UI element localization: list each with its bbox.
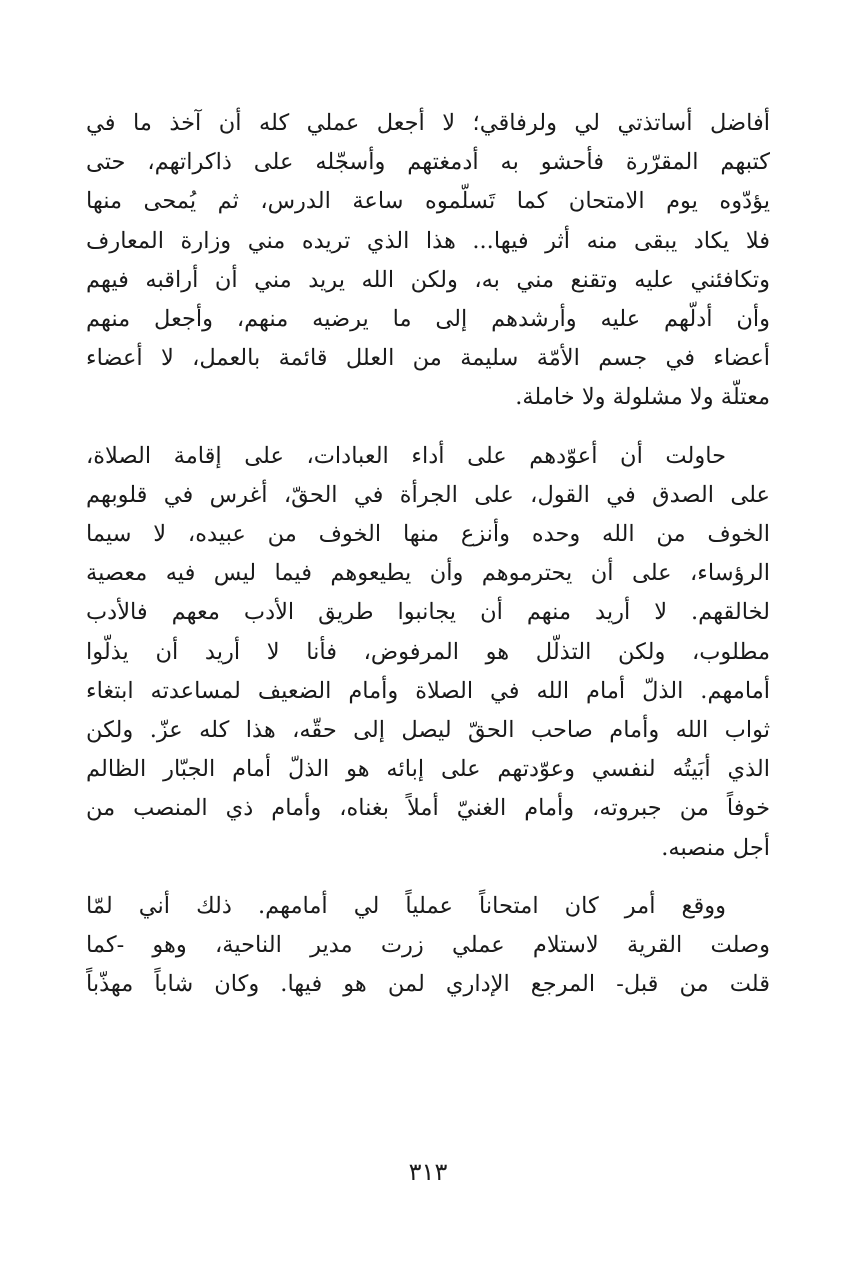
- text-line: يؤدّوه يوم الامتحان كما تَسلّموه ساعة الدرس، ثم يُمحى منها: [86, 188, 770, 215]
- text-line: لخالقهم. لا أريد منهم أن يجانبوا طريق الأدب معهم فالأدب: [86, 599, 770, 626]
- text-line: أعضاء في جسم الأمّة سليمة من العلل قائمة بالعمل، لا أعضاء: [86, 345, 770, 372]
- text-line: أفاضل أساتذتي لي ولرفاقي؛ لا أجعل عملي كله أن آخذ ما في: [86, 110, 770, 136]
- text-line: وأن أدلّهم عليه وأرشدهم إلى ما يرضيه منهم، وأجعل منهم: [86, 306, 770, 333]
- text-line: وصلت القرية لاستلام عملي زرت مدير الناحية، وهو -كما: [86, 932, 770, 959]
- paragraph-1: [86, 104, 770, 418]
- paragraph-2: [86, 437, 770, 868]
- text-line: خوفاً من جبروته، وأمام الغنيّ أملاً بغناه، وأمام ذي المنصب من: [86, 795, 770, 822]
- text-line: على الصدق في القول، على الجرأة في الحقّ، أغرس في قلوبهم: [86, 481, 770, 508]
- text-line: أمامهم. الذلّ أمام الله في الصلاة وأمام الضعيف لمساعدته ابتغاء: [86, 677, 770, 704]
- text-line: ووقع أمر كان امتحاناً عملياً لي أمامهم. ذلك أني لمّا: [86, 892, 726, 919]
- text-line: معتلّة ولا مشلولة ولا خاملة.: [515, 384, 770, 411]
- text-line: قلت من قبل- المرجع الإداري لمن هو فيها. وكان شاباً مهذّباً: [86, 971, 770, 998]
- text-line: حاولت أن أعوّدهم على أداء العبادات، على إقامة الصلاة،: [86, 442, 726, 469]
- text-line: مطلوب، ولكن التذلّل هو المرفوض، فأنا لا أريد أن يذلّوا: [86, 638, 770, 665]
- page-number: ٣١٣: [408, 1158, 448, 1186]
- paragraph-3: [86, 887, 770, 1005]
- body-text: [86, 104, 770, 1004]
- text-line: فلا يكاد يبقى منه أثر فيها... هذا الذي تريده مني وزارة المعارف: [86, 227, 770, 254]
- text-line: أجل منصبه.: [661, 834, 770, 861]
- text-line: الذي أبَيتُه لنفسي وعوّدتهم على إبائه هو الذلّ أمام الجبّار الظالم: [86, 756, 770, 783]
- text-line: كتبهم المقرّرة فأحشو به أدمغتهم وأسجّله على ذاكراتهم، حتى: [86, 149, 770, 176]
- text-line: ثواب الله وأمام صاحب الحقّ ليصل إلى حقّه، هذا كله عزّ. ولكن: [86, 717, 770, 744]
- text-line: الرؤساء، على أن يحترموهم وأن يطيعوهم فيما ليس فيه معصية: [86, 560, 770, 587]
- text-line: الخوف من الله وحده وأنزع منها الخوف من عبيده، لا سيما: [86, 521, 770, 548]
- text-line: وتكافئني عليه وتقنع مني به، ولكن الله يريد مني أن أراقبه فيهم: [86, 266, 770, 293]
